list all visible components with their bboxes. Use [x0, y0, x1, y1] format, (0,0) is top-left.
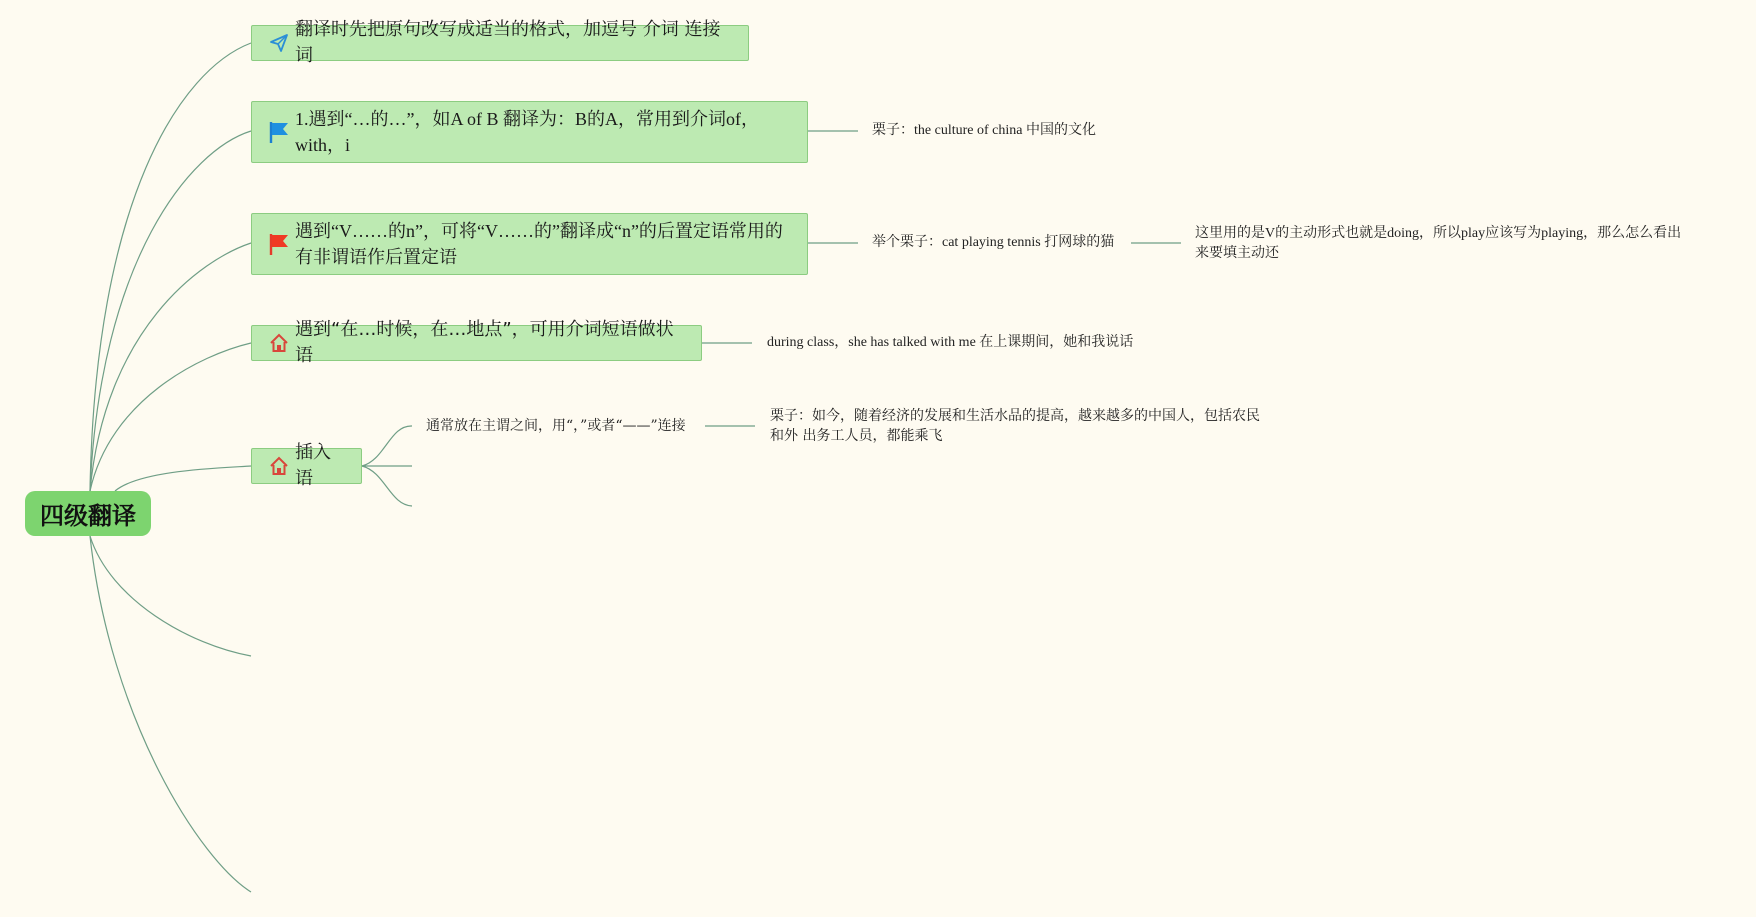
note-placement-rule[interactable]: 通常放在主谓之间，用“，”或者“——”连接 [426, 418, 686, 434]
topic-label: 插入语 [295, 442, 331, 489]
paper-plane-icon [268, 32, 290, 54]
topic-label: 遇到“V……的n”，可将“V……的”翻译成“n”的后置定语常用的有非谓语作后置定语 [295, 221, 783, 267]
home-icon [268, 455, 290, 477]
root-label: 四级翻译 [40, 502, 136, 530]
topic-v-de-n[interactable] [251, 213, 808, 275]
topic-label: 翻译时先把原句改写成适当的格式，加逗号 介词 连接词 [295, 19, 721, 66]
topic-time-place[interactable] [251, 319, 702, 366]
topic-translation-format[interactable] [251, 19, 749, 66]
note-example-economy[interactable]: 栗子：如今，随着经济的发展和生活水品的提高，越来越多的中国人，包括农民和外 出务工人员，都能乘飞 [770, 408, 1260, 444]
note-example-cat[interactable]: 举个栗子：cat playing tennis 打网球的猫 [872, 235, 1115, 250]
note-doing-explanation[interactable]: 这里用的是V的主动形式也就是doing，所以play应该写为playing，那么怎么看出来要填主动还 [1195, 226, 1682, 261]
topic-a-of-b[interactable] [251, 101, 808, 163]
topic-parenthesis[interactable] [251, 442, 362, 489]
home-icon [268, 332, 290, 354]
red-flag-icon [268, 233, 290, 255]
note-example-culture[interactable]: 栗子：the culture of china 中国的文化 [872, 123, 1096, 138]
topic-label: 遇到“在…时候，在…地点”，可用介词短语做状语 [295, 319, 674, 366]
topic-label: 1.遇到“…的…”，如A of B 翻译为：B的A，常用到介词of，with，i [295, 109, 759, 155]
root-topic[interactable] [25, 491, 151, 536]
note-example-during-class[interactable]: during class，she has talked with me 在上课期间，她和我说话 [767, 335, 1134, 350]
blue-flag-icon [268, 121, 290, 143]
